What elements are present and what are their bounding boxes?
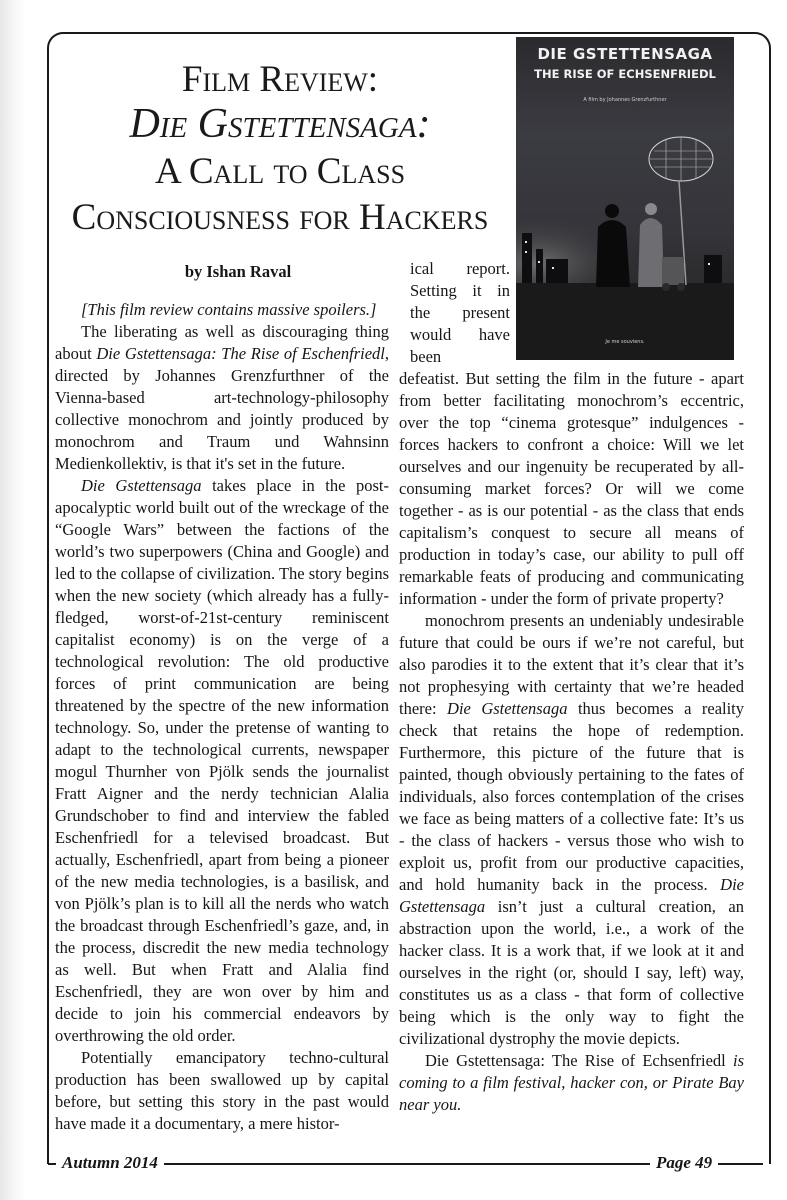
poster-subtitle: THE RISE OF ECHSENFRIEDL xyxy=(534,67,716,81)
p4-film-title-1: Die Gstettensaga xyxy=(447,699,568,718)
paragraph-3: Potentially emancipatory techno-cultural production has been swallowed up by capital before, but setting this story in the past would have made it a documentary, a mere histor- xyxy=(55,1048,389,1133)
p4-text-a: monochrom presents an undeniably undesirable future that could be ours if we’re not careful, but also parodies it to the extent that it’s clear that it’s not prophesying with certainty that we’re headed there: xyxy=(399,611,744,718)
spoiler-note: [This film review contains massive spoilers.] xyxy=(81,300,377,319)
page-number: Page 49 xyxy=(650,1153,718,1173)
paragraph-3-continued-top: ical report. Setting it in the present would have been xyxy=(410,259,510,366)
poster-night-scene xyxy=(516,37,734,360)
article-column-left xyxy=(55,299,389,1135)
p1-film-title: Die Gstettensaga: The Rise of Eschenfriedl xyxy=(96,344,385,363)
headline-line-3: A Call to Class xyxy=(154,151,406,192)
p1-text-b: , directed by Johannes Grenzfurthner of the Vienna-based art-technology-philosophy collective monochrom and jointly produced by monochrom and Traum und Wahnsinn Medienkollektiv, is that it's set in the future. xyxy=(55,344,389,473)
p2-text: takes place in the post-apocalyptic world built out of the wreckage of the “Google Wars” between the factions of the world’s two superpowers (China and Google) and led to the collapse of civilization. The story begins when the new society (which already has a fully-fledged, worst-of-21st-century reminiscent capitalist economy) is on the verge of a technological revolution: The old productive forces of print communication are being threatened by the spectre of the new information technology. So, under the pretense of wanting to adapt to the technological currents, newspaper mogul Thurnher von Pjölk sends the journalist Fratt Aigner and the nerdy technician Alalia Grundschober to find and interview the fabled Eschenfriedl for a televised broadcast. But actually, Eschenfriedl, apart from being a pioneer of the new media technologies, is a basilisk, and von Pjölk’s plan is to kill all the nerds who watch the broadcast through Eschenfriedl’s gaze, and, in the process, discredit the new media technology as well. But when Fratt and Alalia find Eschenfriedl, they are won over by him and decide to join his commercial endeavors by overthrowing the old order. xyxy=(55,476,390,1045)
author-byline: by Ishan Raval xyxy=(184,262,292,281)
paragraph-1 xyxy=(55,321,389,475)
article-column-right-top xyxy=(410,258,510,368)
headline-line-4: Consciousness for Hackers xyxy=(71,197,489,238)
headline-film-title: Die Gstettensaga: xyxy=(129,101,431,147)
paragraph-2 xyxy=(55,475,389,1047)
p4-film-title-2: Die Gstettensaga xyxy=(399,875,744,916)
p4-text-c: isn’t just a cultural creation, an abstraction upon the world, i.e., a work of the hacker class. It is a work that, if we look at it and ourselves in the right (or, should I say, left) way, constitutes us as a class - that form of collective being which is the only way to fight the civilizational dystrophy the movie depicts. xyxy=(399,897,744,1048)
p2-film-title: Die Gstettensaga xyxy=(81,476,202,495)
p4-text-b: thus becomes a reality check that retains the hope of redemption. Furthermore, this picture of the future that is painted, though obviously pertaining to the fates of individuals, also forces contemplation of the crises we face as being matters of a collective fate: It’s us - the class of hackers - versus those who wish to exploit us, profit from our productive capacities, and hold humanity back in the process. xyxy=(399,699,745,894)
film-poster xyxy=(516,37,734,360)
issue-label: Autumn 2014 xyxy=(56,1153,164,1173)
p5-film-title: Die Gstettensaga: The Rise of Echsenfriedl xyxy=(425,1051,726,1070)
p5-text: is coming to a film festival, hacker con, or Pirate Bay near you. xyxy=(399,1051,744,1114)
article-column-right xyxy=(399,368,744,1116)
poster-title: DIE GSTETTENSAGA xyxy=(537,45,713,63)
headline-kicker: Film Review: xyxy=(181,59,379,100)
poster-credit: A film by Johannes Grenzfurthner xyxy=(583,97,667,103)
paragraph-4 xyxy=(399,610,744,1050)
p1-text-a: The liberating as well as discouraging thing about xyxy=(55,322,389,363)
paragraph-3-continued: defeatist. But setting the film in the future - apart from better facilitating monochrom’s eccentric, over the top “cinema grotesque” indulgences - forces hackers to confront a choice: Will we let ourselves and our ingenuity be recuperated by all-consuming market forces? Or will we come together - as is our potential - as the class that ends capitalism’s conquest to secure all means of production in today’s case, our ability to pull off remarkable feats of producing and communicating information - under the form of private property? xyxy=(399,369,744,608)
paragraph-5 xyxy=(399,1050,744,1116)
poster-tagline: Je me souviens. xyxy=(605,339,645,345)
